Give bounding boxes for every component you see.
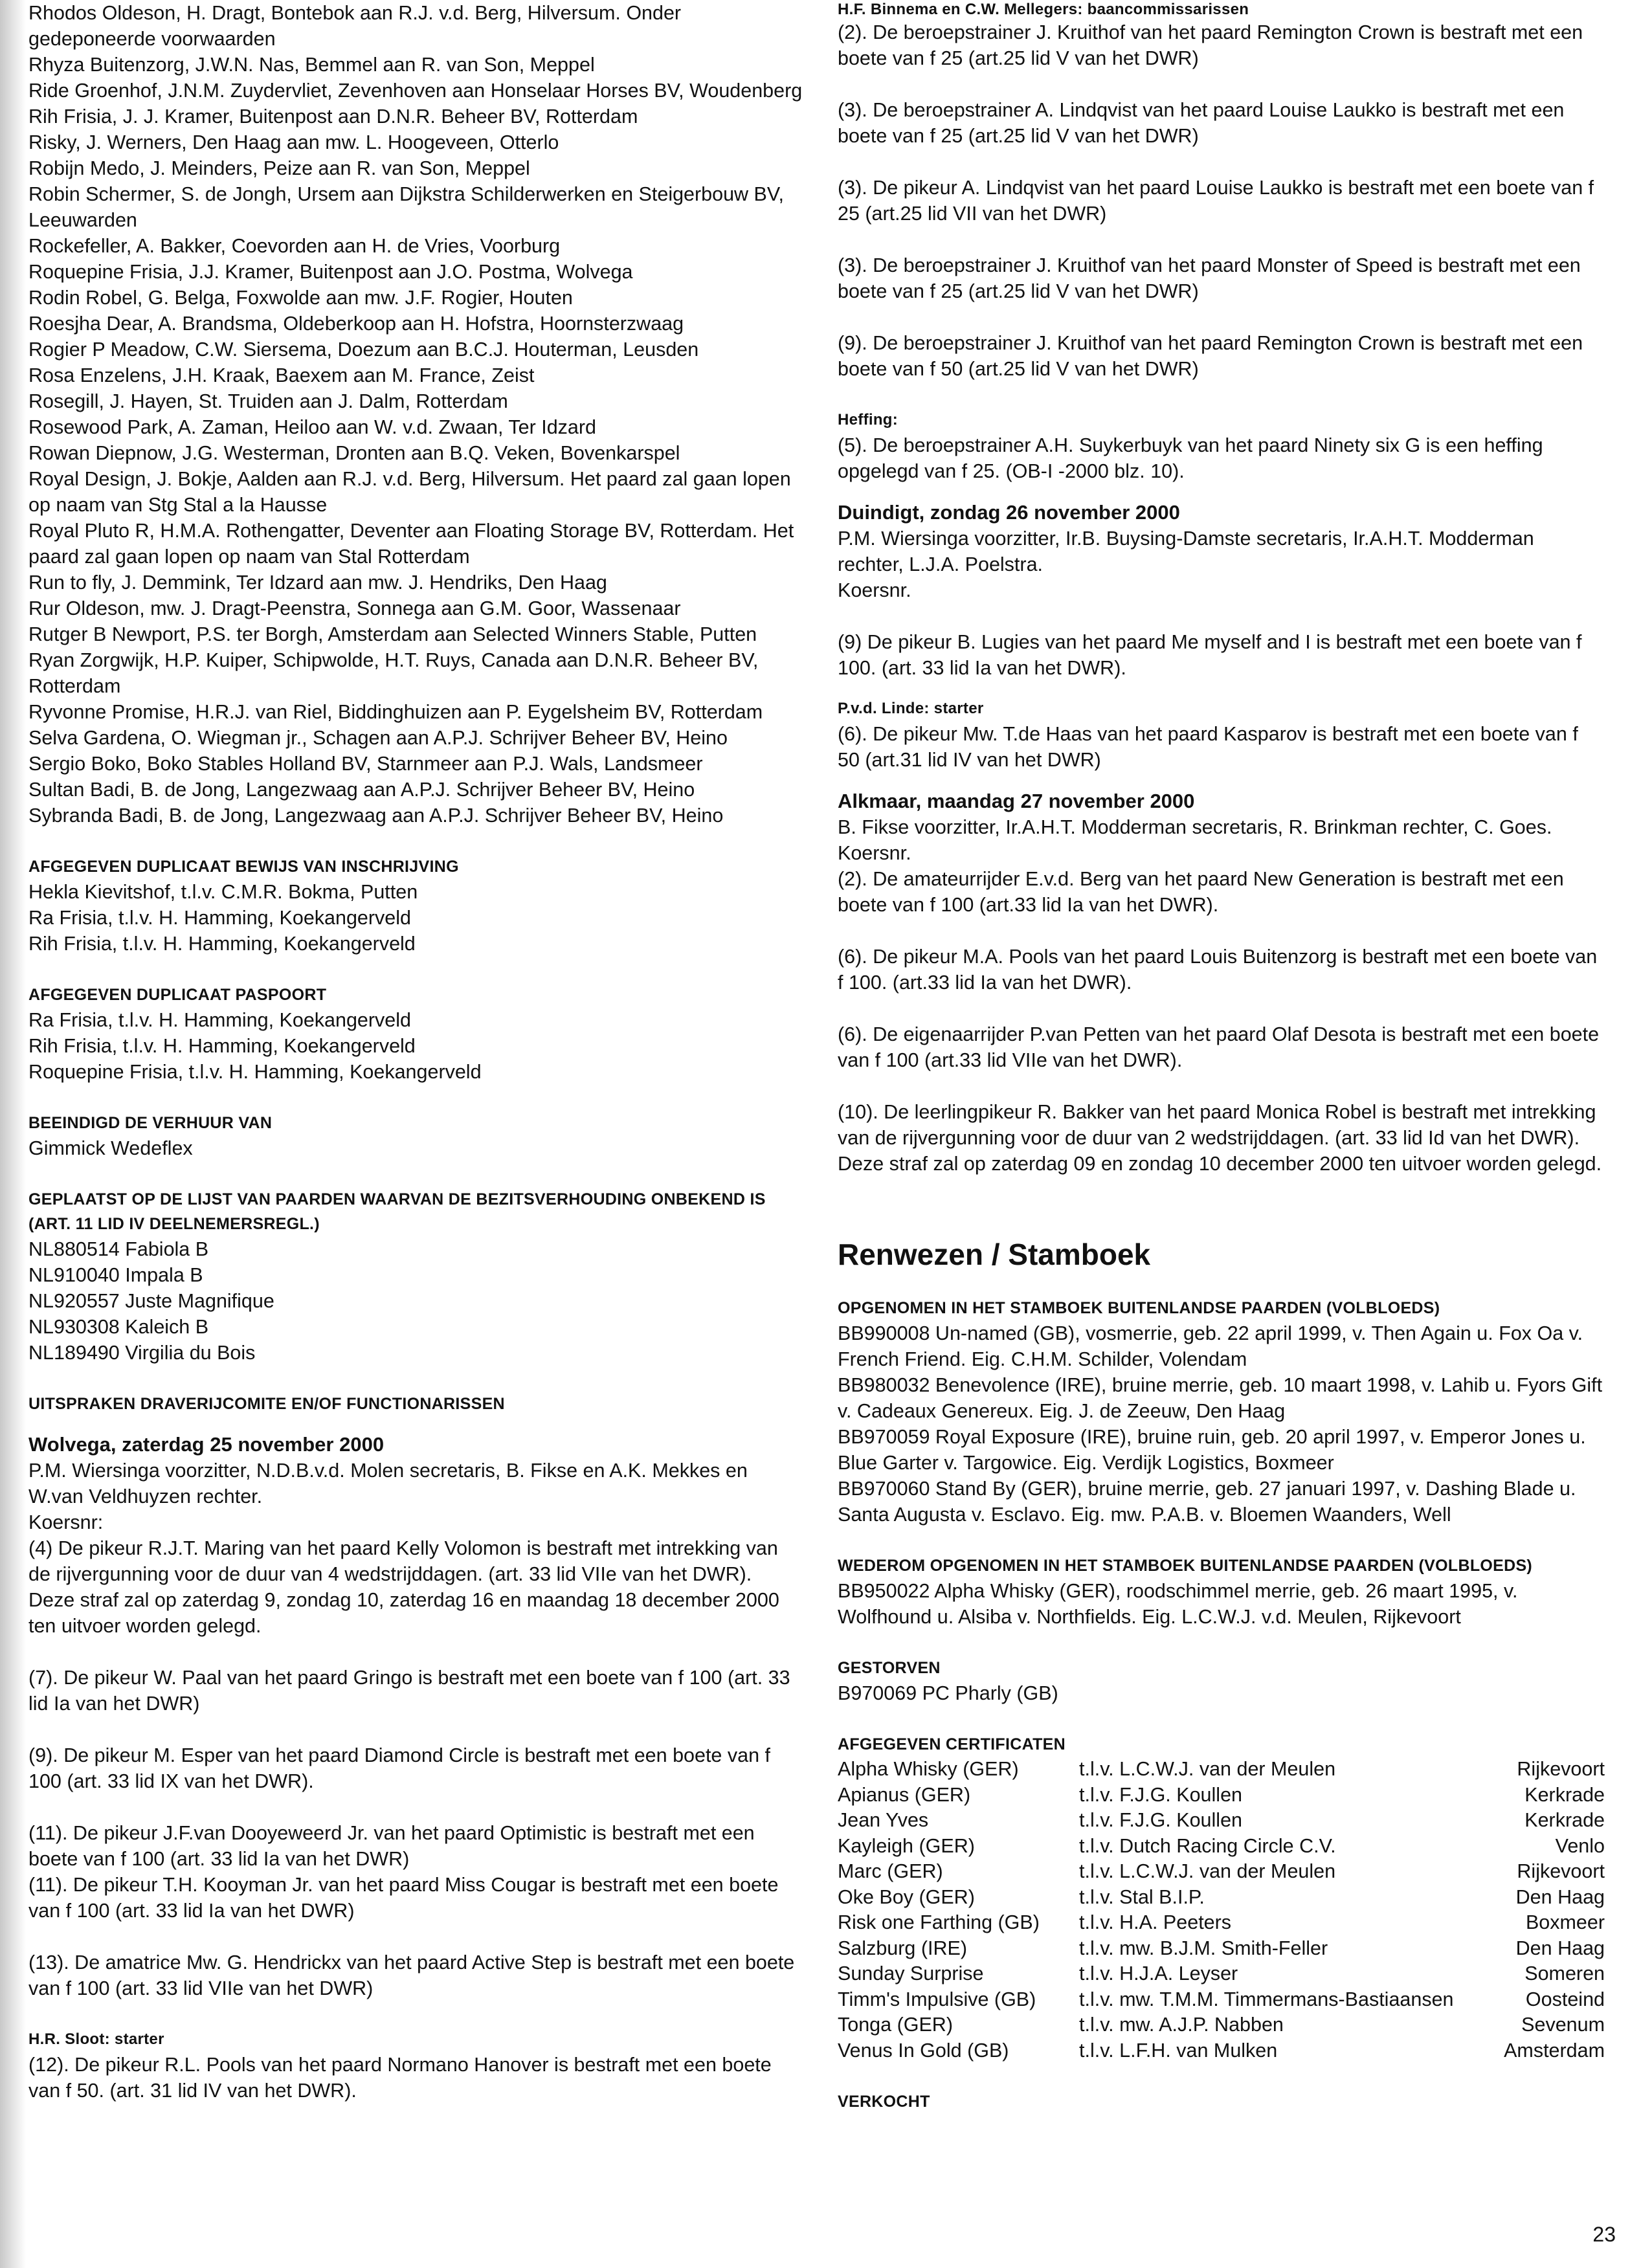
table-row (838, 1910, 1605, 1936)
list-item: Selva Gardena, O. Wiegman jr., Schagen aan A.P.J. Schrijver Beheer BV, Heino (28, 727, 728, 749)
place: Oosteind (1525, 1988, 1605, 2010)
table-row (838, 2012, 1605, 2038)
ruling: (10). De leerlingpikeur R. Bakker van het paard Monica Robel is bestraft met intrekking van de rijvergunning voor de duur van 2 wedstrijddagen. (art. 33 lid Id van het DWR). Deze straf zal op zaterdag 09 en zondag 10 december 2000 ten uitvoer worden gelegd. (838, 1101, 1602, 1175)
place: Rijkevoort (1517, 1860, 1605, 1882)
list-item: NL920557 Juste Magnifique (28, 1290, 274, 1312)
list-item: NL930308 Kaleich B (28, 1316, 209, 1338)
table-row (838, 1859, 1605, 1885)
ruling: (9). De beroepstrainer J. Kruithof van het paard Remington Crown is bestraft met een boete van f 50 (art.25 lid V van het DWR) (838, 332, 1583, 380)
list-item: Rih Frisia, t.l.v. H. Hamming, Koekangerveld (28, 933, 416, 955)
official-heading: H.F. Binnema en C.W. Mellegers: baancommissarissen (838, 1, 1249, 18)
ruling: (11). De pikeur J.F.van Dooyeweerd Jr. van het paard Optimistic is bestraft met een boete van f 100 (art. 33 lid Ia van het DWR) (28, 1822, 755, 1870)
ruling: (13). De amatrice Mw. G. Hendrickx van het paard Active Step is bestraft met een boete van f 100 (art. 33 lid VIIe van het DWR) (28, 1951, 795, 1999)
section-heading: VERKOCHT (838, 2093, 930, 2111)
horse-name: Marc (GER) (838, 1860, 943, 1882)
horse-name: Alpha Whisky (GER) (838, 1758, 1019, 1780)
place: Kerkrade (1524, 1809, 1605, 1831)
ruling: (4) De pikeur R.J.T. Maring van het paard Kelly Volomon is bestraft met intrekking van de rijvergunning voor de duur van 4 wedstrijddagen. (art. 33 lid VIIe van het DWR). Deze straf zal op zaterdag 9, zondag 10, zaterdag 16 en maandag 18 december 2000 ten uitvoer worden gelegd. (28, 1537, 779, 1637)
list-item: Sergio Boko, Boko Stables Holland BV, Starnmeer aan P.J. Wals, Landsmeer (28, 753, 703, 775)
list-item: Rih Frisia, t.l.v. H. Hamming, Koekangerveld (28, 1035, 416, 1057)
horse-name: Sunday Surprise (838, 1962, 984, 1984)
list-item: Rih Frisia, J. J. Kramer, Buitenpost aan D.N.R. Beheer BV, Rotterdam (28, 106, 638, 128)
ruling: (12). De pikeur R.L. Pools van het paard Normano Hanover is bestraft met een boete van f 50. (art. 31 lid IV van het DWR). (28, 2054, 772, 2102)
list-item: BB950022 Alpha Whisky (GER), roodschimmel merrie, geb. 26 maart 1995, v. Wolfhound u. Alsiba v. Northfields. Eig. L.C.W.J. v.d. Meulen, Rijkevoort (838, 1580, 1518, 1628)
committee-text: P.M. Wiersinga voorzitter, N.D.B.v.d. Molen secretaris, B. Fikse en A.K. Mekkes en W.van Veldhuyzen rechter. (28, 1460, 748, 1507)
section-heading: BEEINDIGD DE VERHUUR VAN (28, 1114, 273, 1132)
horse-name: Venus In Gold (GB) (838, 2039, 1009, 2062)
owner: t.l.v. H.A. Peeters (1079, 1911, 1232, 1933)
ruling: (9). De pikeur M. Esper van het paard Diamond Circle is bestraft met een boete van f 100 (art. 33 lid IX van het DWR). (28, 1744, 770, 1792)
ruling: (9) De pikeur B. Lugies van het paard Me myself and I is bestraft met een boete van f 100. (art. 33 lid Ia van het DWR). (838, 631, 1582, 679)
section-heading: GESTORVEN (838, 1659, 941, 1677)
table-row (838, 1834, 1605, 1860)
race-number-label: Koersnr. (838, 842, 911, 864)
horse-name: Oke Boy (GER) (838, 1885, 975, 1908)
owner: t.l.v. Stal B.I.P. (1079, 1885, 1205, 1908)
horse-name: Apianus (GER) (838, 1783, 971, 1806)
owner: t.l.v. F.J.G. Koullen (1079, 1809, 1242, 1831)
list-item: Run to fly, J. Demmink, Ter Idzard aan mw. J. Hendriks, Den Haag (28, 572, 607, 594)
list-item: BB970060 Stand By (GER), bruine merrie, geb. 27 januari 1997, v. Dashing Blade u. Santa Augusta v. Esclavo. Eig. mw. P.A.B. v. Bloemen Waanders, Well (838, 1478, 1576, 1526)
horse-name: Jean Yves (838, 1809, 929, 1831)
list-item: Hekla Kievitshof, t.l.v. C.M.R. Bokma, Putten (28, 881, 418, 903)
page-number: 23 (1592, 2223, 1616, 2246)
horse-name: Kayleigh (GER) (838, 1834, 975, 1857)
list-item: Rockefeller, A. Bakker, Coevorden aan H. de Vries, Voorburg (28, 235, 561, 257)
list-item: Rosewood Park, A. Zaman, Heiloo aan W. v.d. Zwaan, Ter Idzard (28, 416, 597, 438)
official-heading: P.v.d. Linde: starter (838, 700, 984, 717)
section-title: Renwezen / Stamboek (838, 1238, 1151, 1271)
section-heading: WEDEROM OPGENOMEN IN HET STAMBOEK BUITENLANDSE PAARDEN (VOLBLOEDS) (838, 1557, 1533, 1575)
list-item: NL880514 Fabiola B (28, 1238, 209, 1260)
owner: t.l.v. Dutch Racing Circle C.V. (1079, 1834, 1336, 1857)
list-item: Gimmick Wedeflex (28, 1137, 193, 1159)
owner: t.l.v. F.J.G. Koullen (1079, 1783, 1242, 1806)
place: Den Haag (1515, 1937, 1605, 1959)
ruling: (6). De pikeur Mw. T.de Haas van het paard Kasparov is bestraft met een boete van f 50 (art.31 lid IV van het DWR) (838, 723, 1578, 771)
horse-name: Timm's Impulsive (GB) (838, 1988, 1036, 2010)
list-item: BB990008 Un-named (GB), vosmerrie, geb. 22 april 1999, v. Then Again u. Fox Oa v. French Friend. Eig. C.H.M. Schilder, Volendam (838, 1322, 1583, 1370)
committee-text: P.M. Wiersinga voorzitter, Ir.B. Buysing-Damste secretaris, Ir.A.H.T. Modderman rechter, L.J.A. Poelstra. (838, 528, 1534, 575)
committee-text: B. Fikse voorzitter, Ir.A.H.T. Modderman secretaris, R. Brinkman rechter, C. Goes. (838, 816, 1552, 838)
ruling: (11). De pikeur T.H. Kooyman Jr. van het paard Miss Cougar is bestraft met een boete van f 100 (art. 33 lid Ia van het DWR) (28, 1874, 779, 1922)
list-item: Sultan Badi, B. de Jong, Langezwaag aan A.P.J. Schrijver Beheer BV, Heino (28, 779, 695, 801)
place: Venlo (1555, 1834, 1605, 1857)
list-item: Rhyza Buitenzorg, J.W.N. Nas, Bemmel aan R. van Son, Meppel (28, 54, 595, 76)
owner: t.l.v. L.C.W.J. van der Meulen (1079, 1860, 1336, 1882)
list-item: Rur Oldeson, mw. J. Dragt-Peenstra, Sonnega aan G.M. Goor, Wassenaar (28, 597, 681, 619)
list-item: Ra Frisia, t.l.v. H. Hamming, Koekangerveld (28, 907, 411, 929)
place: Amsterdam (1504, 2039, 1605, 2062)
list-item: Ra Frisia, t.l.v. H. Hamming, Koekangerveld (28, 1009, 411, 1031)
ownership-transfers (28, 0, 803, 828)
section-heading: UITSPRAKEN DRAVERIJCOMITE EN/OF FUNCTIONARISSEN (28, 1395, 505, 1413)
list-item: Ryan Zorgwijk, H.P. Kuiper, Schipwolde, H.T. Ruys, Canada aan D.N.R. Beheer BV, Rotterdam (28, 649, 759, 697)
owner: t.l.v. L.F.H. van Mulken (1079, 2039, 1278, 2062)
list-item: Rhodos Oldeson, H. Dragt, Bontebok aan R.J. v.d. Berg, Hilversum. Onder gedeponeerde voorwaarden (28, 2, 682, 50)
ruling: (3). De beroepstrainer J. Kruithof van het paard Monster of Speed is bestraft met een boete van f 25 (art.25 lid V van het DWR) (838, 254, 1581, 302)
left-column (28, 0, 803, 2104)
official-heading: Heffing: (838, 411, 899, 428)
ruling: (6). De pikeur M.A. Pools van het paard Louis Buitenzorg is bestraft met een boete van f 100. (art.33 lid Ia van het DWR). (838, 946, 1598, 994)
list-item: Robin Schermer, S. de Jongh, Ursem aan Dijkstra Schilderwerken en Steigerbouw BV, Leeuwarden (28, 183, 784, 231)
table-row (838, 1783, 1605, 1808)
list-item: NL189490 Virgilia du Bois (28, 1342, 256, 1364)
owner: t.l.v. mw. B.J.M. Smith-Feller (1079, 1937, 1328, 1959)
list-item: NL910040 Impala B (28, 1264, 203, 1286)
list-item: Rosa Enzelens, J.H. Kraak, Baexem aan M. France, Zeist (28, 364, 535, 386)
place: Kerkrade (1524, 1783, 1605, 1806)
list-item: Rutger B Newport, P.S. ter Borgh, Amsterdam aan Selected Winners Stable, Putten (28, 623, 757, 645)
owner: t.l.v. mw. T.M.M. Timmermans-Bastiaansen (1079, 1988, 1454, 2010)
list-item: Robijn Medo, J. Meinders, Peize aan R. van Son, Meppel (28, 157, 530, 179)
list-item: Ryvonne Promise, H.R.J. van Riel, Biddinghuizen aan P. Eygelsheim BV, Rotterdam (28, 701, 763, 723)
ruling: (3). De beroepstrainer A. Lindqvist van het paard Louise Laukko is bestraft met een boete van f 25 (art.25 lid V van het DWR) (838, 99, 1565, 147)
table-row (838, 1757, 1605, 1783)
horse-name: Salzburg (IRE) (838, 1937, 968, 1959)
section-heading: AFGEGEVEN DUPLICAAT BEWIJS VAN INSCHRIJVING (28, 858, 459, 876)
list-item: Royal Design, J. Bokje, Aalden aan R.J. v.d. Berg, Hilversum. Het paard zal gaan lopen op naam van Stg Stal a la Hausse (28, 468, 791, 516)
table-row (838, 1885, 1605, 1911)
list-item: Ride Groenhof, J.N.M. Zuydervliet, Zevenhoven aan Honselaar Horses BV, Woudenberg (28, 80, 803, 102)
ruling: (5). De beroepstrainer A.H. Suykerbuyk van het paard Ninety six G is een heffing opgelegd van f 25. (OB-I -2000 blz. 10). (838, 434, 1543, 482)
list-item: BB970059 Royal Exposure (IRE), bruine ruin, geb. 20 april 1997, v. Emperor Jones u. Blue Garter v. Targowice. Eig. Verdijk Logistics, Boxmeer (838, 1426, 1586, 1474)
place: Boxmeer (1525, 1911, 1605, 1933)
horse-name: Tonga (GER) (838, 2014, 953, 2036)
list-item: Roesjha Dear, A. Brandsma, Oldeberkoop aan H. Hofstra, Hoornsterzwaag (28, 313, 684, 335)
table-row (838, 1987, 1605, 2013)
official-heading: H.R. Sloot: starter (28, 2030, 164, 2048)
list-item: Rosegill, J. Hayen, St. Truiden aan J. Dalm, Rotterdam (28, 390, 508, 412)
place: Someren (1524, 1962, 1605, 1984)
ruling: (6). De eigenaarrijder P.van Petten van het paard Olaf Desota is bestraft met een boete van f 100 (art.33 lid VIIe van het DWR). (838, 1023, 1600, 1071)
race-number-label: Koersnr. (838, 579, 911, 601)
section-heading: AFGEGEVEN DUPLICAAT PASPOORT (28, 986, 327, 1004)
section-heading: GEPLAATST OP DE LIJST VAN PAARDEN WAARVAN DE BEZITSVERHOUDING ONBEKEND IS (ART. 11 LID IV DEELNEMERSREGL.) (28, 1190, 766, 1233)
table-row (838, 1808, 1605, 1834)
place: Sevenum (1521, 2014, 1605, 2036)
ruling: (2). De amateurrijder E.v.d. Berg van het paard New Generation is bestraft met een boete van f 100 (art.33 lid Ia van het DWR). (838, 868, 1564, 916)
right-column (838, 0, 1605, 2114)
list-item: Roquepine Frisia, t.l.v. H. Hamming, Koekangerveld (28, 1061, 482, 1083)
owner: t.l.v. L.C.W.J. van der Meulen (1079, 1758, 1336, 1780)
section-heading: OPGENOMEN IN HET STAMBOEK BUITENLANDSE PAARDEN (VOLBLOEDS) (838, 1299, 1440, 1317)
ruling: (7). De pikeur W. Paal van het paard Gringo is bestraft met een boete van f 100 (art. 33 lid Ia van het DWR) (28, 1667, 790, 1715)
place: Rijkevoort (1517, 1758, 1605, 1780)
race-number-label: Koersnr: (28, 1511, 104, 1533)
certificates-table (838, 1757, 1605, 2063)
section-heading: AFGEGEVEN CERTIFICATEN (838, 1735, 1066, 1753)
owner: t.l.v. H.J.A. Leyser (1079, 1962, 1238, 1984)
table-row (838, 2038, 1605, 2064)
ruling: (2). De beroepstrainer J. Kruithof van het paard Remington Crown is bestraft met een boete van f 25 (art.25 lid V van het DWR) (838, 21, 1583, 69)
page-gutter-shadow (0, 0, 26, 2268)
list-item: Rogier P Meadow, C.W. Siersema, Doezum aan B.C.J. Houterman, Leusden (28, 339, 699, 361)
meeting-heading: Wolvega, zaterdag 25 november 2000 (28, 1433, 385, 1456)
list-item: Roquepine Frisia, J.J. Kramer, Buitenpost aan J.O. Postma, Wolvega (28, 261, 633, 283)
list-item: Sybranda Badi, B. de Jong, Langezwaag aan A.P.J. Schrijver Beheer BV, Heino (28, 805, 724, 827)
horse-name: Risk one Farthing (GB) (838, 1911, 1040, 1933)
meeting-heading: Alkmaar, maandag 27 november 2000 (838, 790, 1195, 812)
list-item: BB980032 Benevolence (IRE), bruine merrie, geb. 10 maart 1998, v. Lahib u. Fyors Gift v. Cadeaux Genereux. Eig. J. de Zeeuw, Den Haag (838, 1374, 1603, 1422)
list-item: Royal Pluto R, H.M.A. Rothengatter, Deventer aan Floating Storage BV, Rotterdam. Het paard zal gaan lopen op naam van Stal Rotterdam (28, 520, 794, 568)
list-item: Risky, J. Werners, Den Haag aan mw. L. Hoogeveen, Otterlo (28, 131, 559, 153)
list-item: Rowan Diepnow, J.G. Westerman, Dronten aan B.Q. Veken, Bovenkarspel (28, 442, 680, 464)
owner: t.l.v. mw. A.J.P. Nabben (1079, 2014, 1284, 2036)
meeting-heading: Duindigt, zondag 26 november 2000 (838, 501, 1180, 524)
table-row (838, 1961, 1605, 1987)
table-row (838, 1936, 1605, 1962)
ruling: (3). De pikeur A. Lindqvist van het paard Louise Laukko is bestraft met een boete van f 25 (art.25 lid VII van het DWR) (838, 177, 1594, 225)
list-item: Rodin Robel, G. Belga, Foxwolde aan mw. J.F. Rogier, Houten (28, 287, 573, 309)
list-item: B970069 PC Pharly (GB) (838, 1682, 1058, 1704)
place: Den Haag (1515, 1885, 1605, 1908)
